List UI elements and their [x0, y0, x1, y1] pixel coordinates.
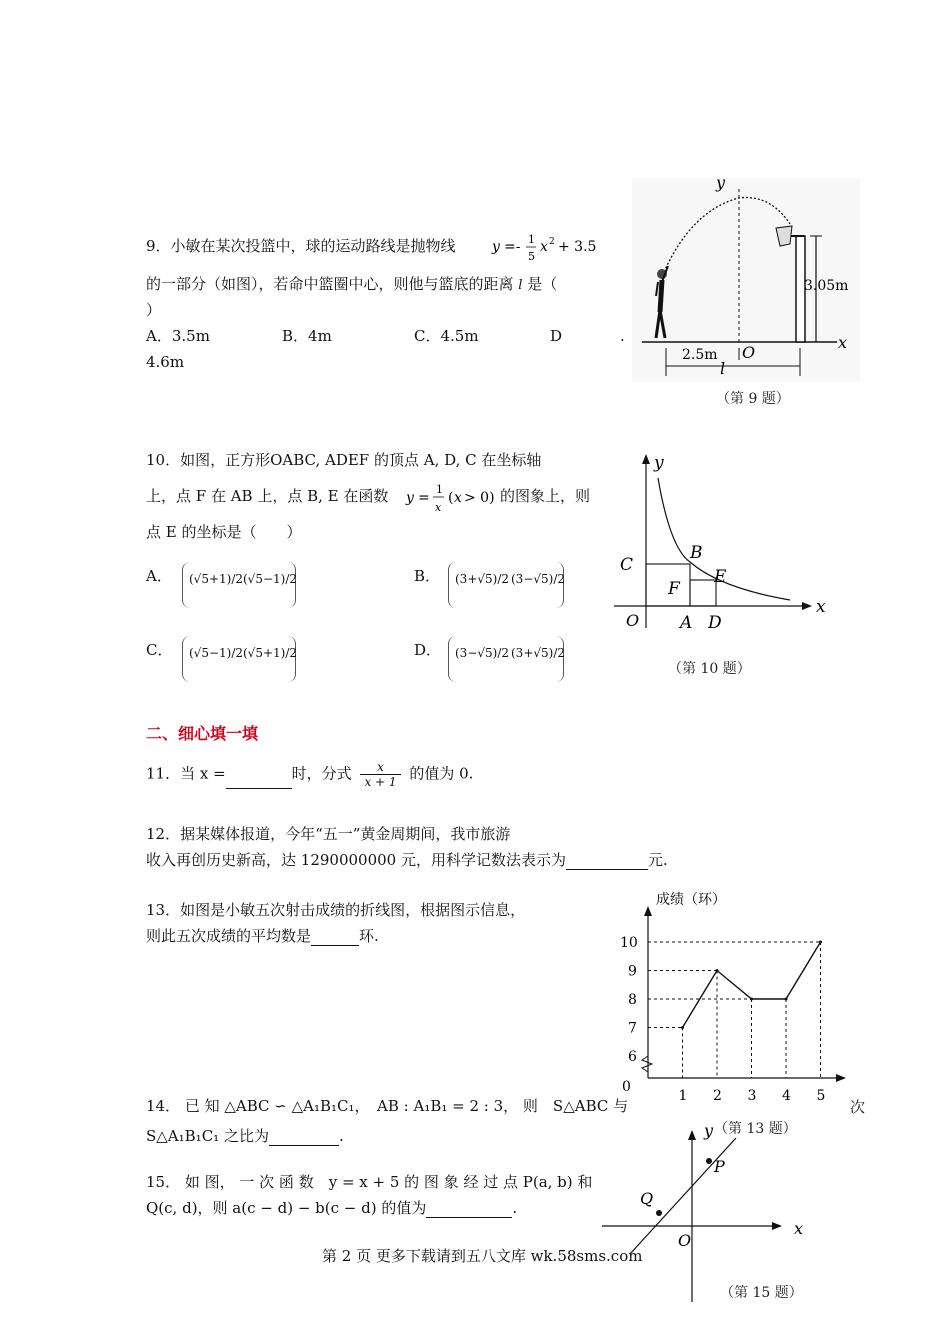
- q9-line2: 的一部分（如图），若命中篮圈中心，则他与篮底的距离 l 是（: [146, 275, 558, 293]
- svg-text:(: (: [448, 490, 454, 506]
- q15-line2-text: Q(c, d)，则 a(c − d) − b(c − d) 的值为: [146, 1199, 427, 1217]
- svg-text:x: x: [454, 490, 462, 506]
- q9-line3: ）: [146, 301, 162, 319]
- q11-numerator: x: [360, 760, 400, 775]
- q9-formula-svg: [488, 226, 608, 270]
- q14-line2-end: .: [338, 1127, 344, 1145]
- svg-text:5: 5: [528, 250, 535, 263]
- q13-answer-blank[interactable]: [311, 929, 359, 946]
- q15-x-arrow: [772, 1222, 782, 1230]
- q13-data-point: [819, 941, 822, 944]
- q11-denominator: x + 1: [364, 775, 397, 789]
- q10-line1: 10．如图，正方形OABC, ADEF 的顶点 A, D, C 在坐标轴: [146, 451, 542, 469]
- q11-mid: 时，分式: [291, 764, 352, 783]
- q9-option-d-value: 4.6m: [146, 353, 185, 371]
- q13-ytick-label: 8: [628, 992, 637, 1008]
- q10-option-c-v1: (√5−1)/2: [189, 646, 244, 660]
- q10-origin: O: [626, 611, 640, 630]
- q11-fraction: [360, 760, 400, 789]
- q10-line2a: 上，点 F 在 AB 上，点 B, E 在函数: [146, 487, 389, 505]
- q10-option-d-v1: (3−√5)/2: [455, 646, 510, 660]
- q10-line2b: 的图象上，则: [500, 487, 591, 505]
- q10-option-a-v1: (√5+1)/2: [189, 572, 244, 586]
- svg-text:y: y: [492, 239, 500, 255]
- q10-formula: [404, 478, 500, 520]
- q10-label-c: C: [620, 555, 634, 575]
- q10-option-c-v2: (√5+1)/2: [243, 646, 298, 660]
- q12-line2-text: 收入再创历史新高，达 1290000000 元，用科学记数法表示为: [146, 851, 566, 869]
- q10-y-label: y: [654, 453, 664, 473]
- q9-figure: [632, 170, 862, 385]
- svg-text:=: =: [418, 490, 430, 506]
- q13-ytick-label: 6: [628, 1049, 637, 1065]
- q10-x-label: x: [816, 597, 826, 617]
- q13-data-point: [681, 1026, 684, 1029]
- q15-figure: [596, 1126, 816, 1306]
- q9-dist-label: 2.5m: [682, 347, 718, 363]
- q10-option-a-label: A．: [146, 567, 172, 585]
- svg-text:x: x: [540, 239, 548, 255]
- q10-option-d-v2: (3+√5)/2: [511, 646, 566, 660]
- q9-formula: [488, 226, 608, 274]
- q15-point-p: [706, 1158, 712, 1164]
- q14-line1: 14． 已 知 △ABC ∽ △A₁B₁C₁， AB : A₁B₁ = 2 : 3， 则 S△ABC 与: [146, 1097, 629, 1115]
- q10-option-b-v1: (3+√5)/2: [455, 572, 510, 586]
- q10-option-d-value: [448, 636, 564, 682]
- q10-option-a-value: [182, 562, 296, 608]
- q15-caption: （第 15 题）: [720, 1285, 803, 1301]
- q10-caption: （第 10 题）: [668, 661, 751, 677]
- svg-text:=-: =-: [504, 239, 521, 255]
- q10-square-adef: [690, 580, 716, 606]
- q13-chart-zero: 0: [622, 1079, 631, 1095]
- q10-option-c-label: C．: [146, 641, 173, 659]
- q15-label-p: P: [714, 1157, 725, 1176]
- q14-line2-text: S△A₁B₁C₁ 之比为: [146, 1127, 269, 1145]
- q13-chart-axis-break: [642, 1056, 652, 1072]
- section-2-title: 二、细心填一填: [146, 724, 259, 743]
- q15-line2-end: .: [512, 1199, 518, 1217]
- q10-option-b-value: [448, 562, 564, 608]
- q11-pre: 11．当 x =: [146, 764, 226, 783]
- q15-y-label: y: [704, 1126, 714, 1140]
- q10-label-d: D: [708, 613, 722, 633]
- q10-option-b-label: B．: [414, 567, 441, 585]
- q13-chart-ylabel: 成绩（环）: [656, 892, 726, 908]
- q9-y-label: y: [716, 173, 726, 192]
- q9-option-a[interactable]: A．3.5m: [146, 327, 210, 345]
- q11-answer-blank[interactable]: [226, 772, 292, 789]
- q10-option-d-label: D．: [414, 641, 442, 659]
- svg-text:> 0): > 0): [464, 490, 495, 506]
- q15-answer-blank[interactable]: [426, 1201, 512, 1218]
- q15-origin: O: [678, 1231, 692, 1250]
- q13-series-line: [683, 942, 821, 1028]
- svg-text:2: 2: [549, 237, 555, 247]
- page-footer: 第 2 页 更多下载请到五八文库 wk.58sms.com: [322, 1247, 643, 1265]
- q13-chart-x-arrow: [836, 1074, 846, 1082]
- q13-line1: 13．如图是小敏五次射击成绩的折线图，根据图示信息，: [146, 901, 526, 919]
- q14-answer-blank[interactable]: [269, 1129, 339, 1146]
- svg-text:x: x: [435, 501, 442, 514]
- q9-option-d-dot: .: [620, 327, 625, 345]
- q10-label-a: A: [680, 613, 693, 633]
- q9-option-b[interactable]: B．4m: [282, 327, 332, 345]
- q13-caption: （第 13 题）: [714, 1121, 797, 1137]
- q9-option-c[interactable]: C．4.5m: [414, 327, 479, 345]
- svg-text:y: y: [406, 490, 414, 506]
- q9-l-label: l: [720, 359, 726, 378]
- q13-xtick-label: 4: [782, 1088, 791, 1104]
- q12-line2-end: 元.: [647, 851, 668, 869]
- q13-data-point: [716, 969, 719, 972]
- q9-caption: （第 9 题）: [716, 391, 790, 407]
- q15-point-q: [656, 1210, 662, 1216]
- q13-chart-xlabel: 次: [850, 1098, 866, 1116]
- q13-data-point: [750, 998, 753, 1001]
- q10-option-a-v2: (√5−1)/2: [243, 572, 298, 586]
- q9-option-d[interactable]: D: [550, 327, 563, 345]
- q12-line2: [146, 850, 668, 870]
- q15-line1: 15． 如 图， 一 次 函 数 y = x + 5 的 图 象 经 过 点 P(a, b) 和: [146, 1173, 593, 1191]
- q10-option-b-v2: (3−√5)/2: [511, 572, 566, 586]
- q10-label-f: F: [668, 579, 680, 599]
- q9-x-label: x: [838, 333, 848, 352]
- svg-text:1: 1: [436, 483, 443, 496]
- q13-ytick-label: 7: [628, 1020, 637, 1037]
- svg-text:+ 3.5: + 3.5: [558, 239, 597, 255]
- q13-line2-text: 则此五次成绩的平均数是: [146, 927, 312, 945]
- q15-y-arrow: [688, 1130, 696, 1140]
- q13-chart: [614, 884, 874, 1134]
- q13-xtick-label: 3: [747, 1088, 757, 1104]
- q10-option-c-value: [182, 636, 296, 682]
- q10-figure: [610, 448, 840, 638]
- q10-label-b: B: [690, 543, 703, 563]
- q12-line1: 12．据某媒体报道，今年“五一”黄金周期间，我市旅游: [146, 825, 511, 843]
- q10-label-e: E: [714, 567, 727, 587]
- q9-origin-label: O: [742, 343, 756, 362]
- q10-line3: 点 E 的坐标是（ ）: [146, 523, 302, 541]
- q13-line2: [146, 926, 379, 946]
- q14-line2: [146, 1126, 344, 1146]
- svg-text:1: 1: [528, 233, 535, 246]
- q13-xtick-label: 1: [678, 1088, 688, 1104]
- q15-x-label: x: [794, 1219, 804, 1238]
- q9-line1: 9．小敏在某次投篮中，球的运动路线是抛物线: [146, 237, 456, 255]
- q10-y-arrow: [642, 454, 650, 464]
- q13-ytick-label: 10: [620, 935, 638, 951]
- q13-xtick-label: 5: [816, 1088, 826, 1104]
- q13-ytick-label: 9: [628, 963, 637, 980]
- q9-height-label: 3.05m: [804, 278, 849, 294]
- q12-answer-blank[interactable]: [566, 853, 648, 870]
- q13-data-point: [785, 998, 788, 1001]
- q11: [146, 760, 473, 789]
- q11-post: 的值为 0.: [409, 764, 474, 783]
- q13-line2-end: 环.: [359, 927, 379, 945]
- q10-x-arrow: [802, 602, 812, 610]
- q15-line2: [146, 1198, 517, 1218]
- q15-label-q: Q: [640, 1189, 654, 1208]
- q13-xtick-label: 2: [713, 1088, 722, 1104]
- q13-chart-y-arrow: [644, 906, 652, 916]
